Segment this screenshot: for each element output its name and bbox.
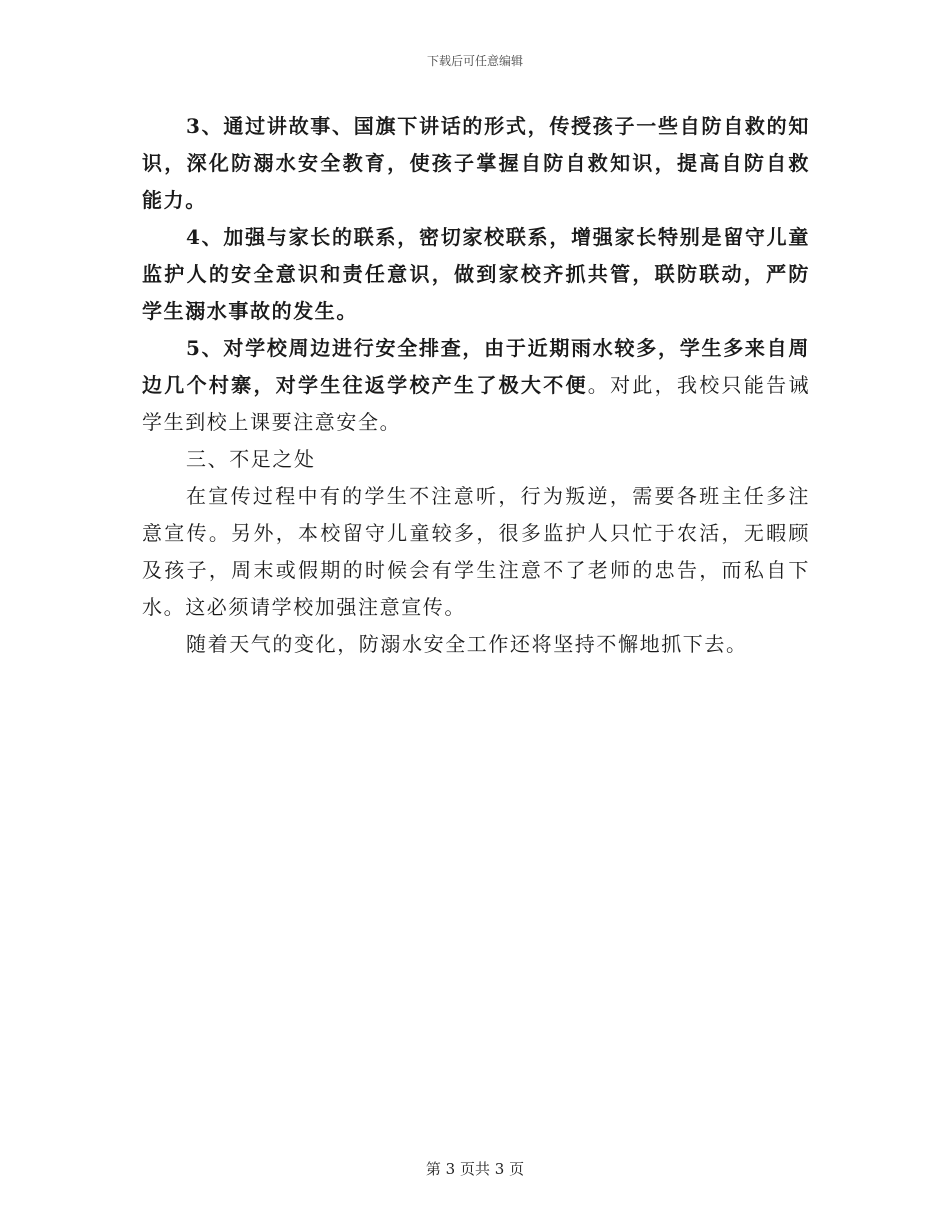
paragraph-shortcomings xyxy=(142,478,810,626)
paragraph-item-5 xyxy=(142,330,810,441)
paragraph-item-4 xyxy=(142,219,810,330)
paragraph-bold-text: 4、加强与家长的联系，密切家校联系，增强家长特别是留守儿童监护人的安全意识和责任意识，做到家校齐抓共管，联防联动，严防学生溺水事故的发生。 xyxy=(142,225,810,323)
document-body xyxy=(142,108,810,663)
paragraph-bold-text: 5、对学校周边进行安全排查，由于近期雨水较多，学生多来自周边几个村寨，对学生往返学校产生了极大不便 xyxy=(142,336,810,397)
paragraph-text: 随着天气的变化，防溺水安全工作还将坚持不懈地抓下去。 xyxy=(186,632,748,656)
page-header: 下载后可任意编辑 xyxy=(426,54,523,68)
section-heading-text: 三、不足之处 xyxy=(186,447,316,471)
paragraph-text: 在宣传过程中有的学生不注意听，行为叛逆，需要各班主任多注意宣传。另外，本校留守儿童较多，很多监护人只忙于农活，无暇顾及孩子，周末或假期的时候会有学生注意不了老师的忠告，而私自下水。这必须请学校加强注意宣传。 xyxy=(142,484,810,619)
section-heading-shortcomings xyxy=(142,441,810,478)
paragraph-text: 。对此，我校只能告诫学生到校上课要注意安全。 xyxy=(142,373,811,434)
paragraph-item-3 xyxy=(142,108,810,219)
page-footer: 第 3 页共 3 页 xyxy=(425,1160,525,1178)
paragraph-bold-text: 3、通过讲故事、国旗下讲话的形式，传授孩子一些自防自救的知识，深化防溺水安全教育，使孩子掌握自防自救知识，提高自防自救能力。 xyxy=(142,114,810,212)
paragraph-conclusion xyxy=(142,626,810,663)
